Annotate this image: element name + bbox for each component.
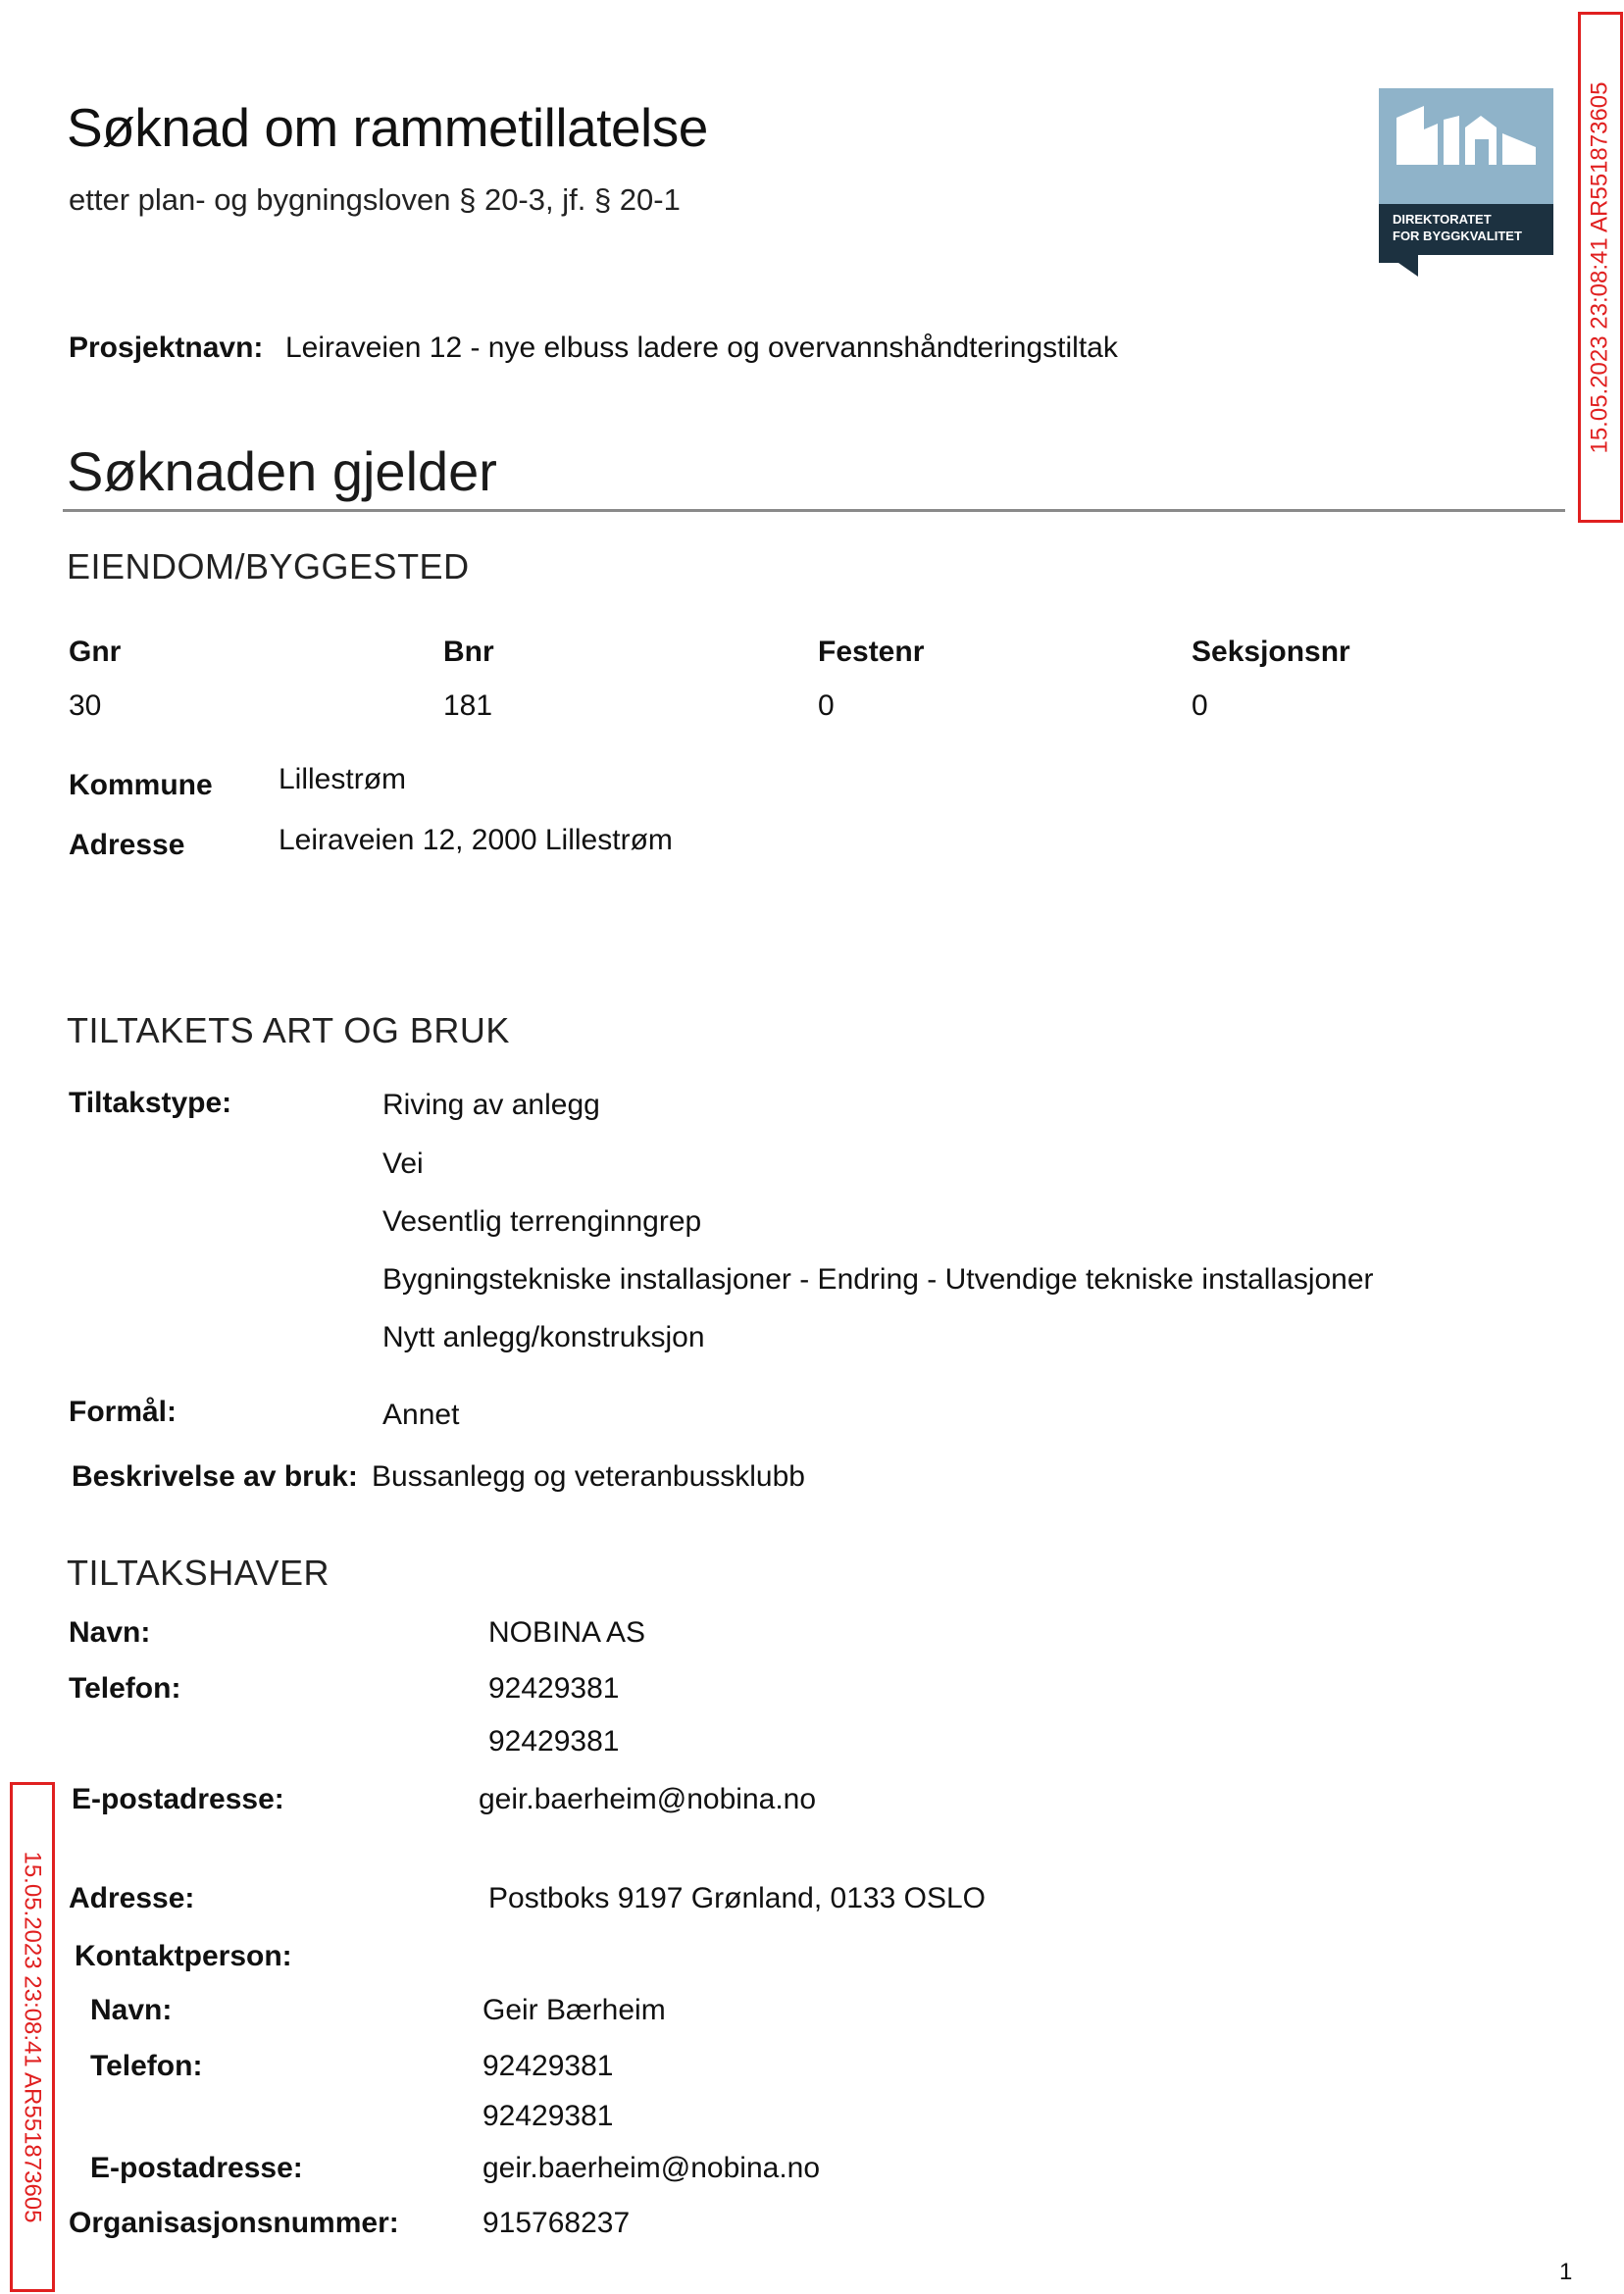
tiltakshaver-heading: TILTAKSHAVER [67, 1553, 330, 1593]
bnr-value: 181 [443, 689, 493, 722]
beskrivelse-label: Beskrivelse av bruk: [72, 1460, 358, 1493]
tiltakshaver-adresse-value: Postboks 9197 Grønland, 0133 OSLO [488, 1882, 986, 1914]
eiendom-heading: EIENDOM/BYGGESTED [67, 546, 470, 586]
tiltakshaver-epost-label: E-postadresse: [72, 1783, 284, 1815]
tiltakshaver-navn-label: Navn: [69, 1616, 151, 1649]
festenr-label: Festenr [818, 636, 925, 668]
document-subtitle: etter plan- og bygningsloven § 20-3, jf. § 20-1 [69, 182, 681, 217]
kontakt-navn-label: Navn: [90, 1994, 173, 2026]
logo-text-line1: DIREKTORATET [1393, 212, 1492, 227]
tiltakshaver-telefon-value: 92429381 [488, 1725, 620, 1758]
tiltak-heading: TILTAKETS ART OG BRUK [67, 1010, 510, 1050]
tiltakshaver-telefon-label: Telefon: [69, 1672, 181, 1705]
tiltakstype-label: Tiltakstype: [69, 1087, 232, 1119]
org-value: 915768237 [482, 2207, 631, 2239]
tiltakstype-item: Bygningstekniske installasjoner - Endring - Utvendige tekniske installasjoner [382, 1263, 1374, 1296]
kontakt-epost-label: E-postadresse: [90, 2152, 303, 2184]
adresse-label: Adresse [69, 829, 185, 861]
timestamp-stamp-top [1578, 12, 1623, 523]
tiltakshaver-adresse-label: Adresse: [69, 1882, 195, 1914]
kontakt-telefon-value: 92429381 [482, 2050, 614, 2082]
project-label: Prosjektnavn: [69, 331, 264, 364]
dibk-logo [1379, 88, 1553, 277]
gnr-label: Gnr [69, 636, 122, 668]
tiltakstype-item: Vesentlig terrenginngrep [382, 1205, 702, 1238]
kontaktperson-label: Kontaktperson: [75, 1940, 292, 1972]
beskrivelse-value: Bussanlegg og veteranbussklubb [372, 1460, 805, 1493]
bnr-label: Bnr [443, 636, 494, 668]
seksjonsnr-label: Seksjonsnr [1192, 636, 1350, 668]
project-value: Leiraveien 12 - nye elbuss ladere og overvannshåndteringstiltak [285, 331, 1118, 364]
stamp-text: 15.05.2023 23:08:41 AR551873605 [1587, 80, 1613, 454]
document-title: Søknad om rammetillatelse [67, 97, 708, 158]
kontakt-epost-value: geir.baerheim@nobina.no [482, 2152, 821, 2184]
kommune-label: Kommune [69, 769, 213, 801]
section-title: Søknaden gjelder [67, 440, 497, 502]
stamp-text: 15.05.2023 23:08:41 AR551873605 [20, 1851, 46, 2223]
tiltakstype-item: Nytt anlegg/konstruksjon [382, 1321, 705, 1353]
gnr-value: 30 [69, 689, 102, 722]
seksjonsnr-value: 0 [1192, 689, 1208, 722]
section-divider [63, 509, 1565, 512]
tiltakshaver-navn-value: NOBINA AS [488, 1616, 646, 1649]
kontakt-navn-value: Geir Bærheim [482, 1994, 666, 2026]
page-number: 1 [1559, 2259, 1573, 2285]
timestamp-stamp-bottom [10, 1782, 55, 2292]
tiltakstype-item: Riving av anlegg [382, 1089, 600, 1121]
kontakt-telefon-value: 92429381 [482, 2100, 614, 2132]
formal-value: Annet [382, 1399, 460, 1431]
tiltakshaver-epost-value: geir.baerheim@nobina.no [479, 1783, 817, 1815]
tiltakshaver-telefon-value: 92429381 [488, 1672, 620, 1705]
logo-text-line2: FOR BYGGKVALITET [1393, 229, 1522, 243]
kommune-value: Lillestrøm [279, 763, 407, 795]
festenr-value: 0 [818, 689, 835, 722]
tiltakstype-item: Vei [382, 1147, 424, 1180]
adresse-value: Leiraveien 12, 2000 Lillestrøm [279, 824, 673, 856]
kontakt-telefon-label: Telefon: [90, 2050, 203, 2082]
org-label: Organisasjonsnummer: [69, 2207, 399, 2239]
formal-label: Formål: [69, 1396, 178, 1428]
